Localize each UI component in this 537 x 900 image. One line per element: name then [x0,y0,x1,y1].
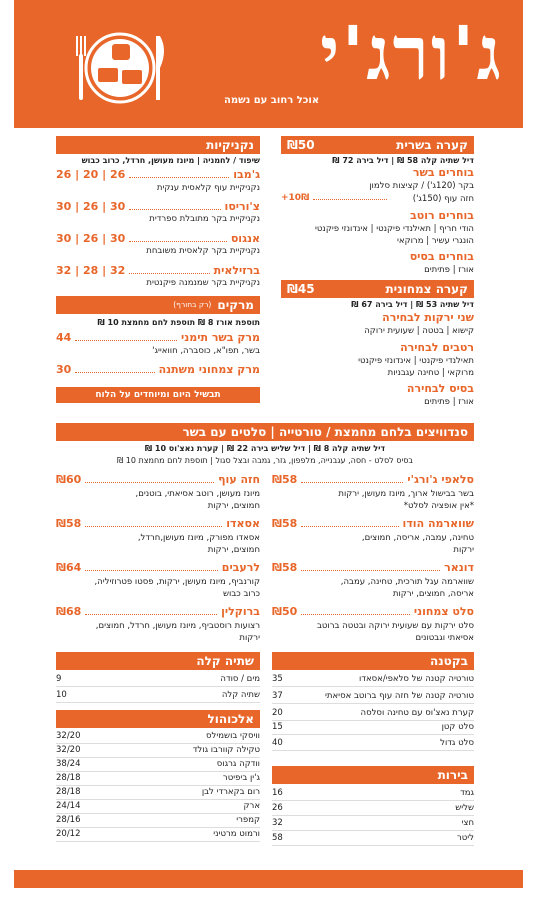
list-item: ליטר 58 [272,833,474,846]
list-item: טקילה קוורבו גולד 32/20 [56,745,260,758]
food-emblem-icon [70,28,170,108]
list-item: שליש 26 [272,803,474,816]
chicken-extra-row [281,192,391,203]
footer-bar [14,870,523,888]
list-item: מים / סודה 9 [56,674,260,687]
choose-sauce-label: בוחרים רוטב [410,209,474,222]
logo-title: ג'ורג'י [320,11,503,97]
section-title: בירות [437,768,468,782]
list-item: רום בקארדי לבן 28/18 [56,787,260,800]
list-item: ארק 24/14 [56,801,260,814]
list-item: ברזילאית 32 | 28 | 32 [56,264,260,277]
choose-base-label: בוחרים בסיס [409,250,474,263]
winter-note: (רק בחורף) [173,300,212,309]
item-desc-2: חמוצים, ירקות [207,501,260,511]
item-desc: טחינה, עמבה, אריסה, חמוצים, [361,533,474,543]
list-item: קמפרי 28/16 [56,815,260,828]
section-baktana-header [272,652,474,670]
item-desc: שווארמה עגל תורכית, טחינה, עמבה, [340,577,474,587]
list-item: סלט גדול 40 [272,738,474,751]
list-item: חזה עוף ₪60 [56,473,260,486]
list-item: דונאר ₪58 [272,561,474,574]
list-item: סלט קטן 15 [272,722,474,735]
section-price: ₪45 [287,282,315,296]
section-soft-drinks-header [56,652,260,670]
list-item: שווארמה הודו ₪58 [272,517,474,530]
item-desc: נקניקיית בקר קלאסית משובחת [146,246,260,256]
section-sandwiches-header [56,423,474,441]
list-item: מרק צמחוני משתנה 30 [56,363,260,376]
choose-base-label: בסיס לבחירה [406,382,474,395]
list-item: גמד 16 [272,788,474,801]
section-title: קערה צמחונית [385,282,468,296]
choose-sauce-label: רטבים לבחירה [400,341,474,354]
list-item: וודקה גרגוס 38/24 [56,759,260,772]
list-item: ג'ין ביפיטר 28/18 [56,773,260,786]
section-title: סנדוויצים בלחם מחמצת / טורטייה | סלטים עם בשר [182,425,468,439]
section-title: אלכוהול [207,712,254,726]
list-item: קערת נאצ'וס עם טחינה וסלסה 20 [272,708,474,721]
section-keara-basarit-header [281,136,474,154]
item-desc-2: אסיאתי וגבטונים [415,633,474,643]
list-item: טורטיה קטנה של חזה עוף ברוטב אסיאתי 37 [272,691,474,704]
list-item: צ'וריסו 30 | 26 | 30 [56,200,260,213]
sausage-sides: שיפוד / לחמניה | מיונז מעושן, חרדל, כרוב כבוש [81,156,260,165]
list-item: סלאפי ג'ורג'י ₪58 [272,473,474,486]
section-price: ₪50 [287,138,315,152]
section-title: בקטנה [430,654,468,668]
choose-veg-label: שני ירקות לבחירה [382,311,474,324]
list-item: סלט צמחוני ₪50 [272,605,474,618]
header-banner [14,0,523,128]
item-desc: נקניקיית בקר מתובלת ספרדית [149,214,260,224]
item-desc-2: אריסה, חמוצים, ירקות [392,589,474,599]
section-title: נקניקיות [206,138,254,152]
list-item: מרק בשר תימני 44 [56,331,260,344]
section-title: שתיה קלה [196,654,254,668]
item-desc-2: כרוב כבוש [223,589,260,599]
sauce-options-1: הודי חריף | תאילנדי פיקנטי | אינדונזי פיקנטי [315,224,474,234]
list-item: טורטיה קטנה של סלאפי/אסאדו 35 [272,674,474,687]
list-item: ברוקלין ₪68 [56,605,260,618]
salad-base: בסיס לסלט - חסה, עגבנייה, מלפפון, גזר, גמבה ובצל סגול | תוספת לחם מחמצת 10 ₪ [116,456,414,465]
section-title: מרקים [217,298,254,312]
list-item: וויסקי בושמילס 32/20 [56,731,260,744]
deal-text: דיל שתיה קלה 58 ₪ | דיל בירה 72 ₪ [332,156,474,165]
logo-subtitle: אוכל רחוב עם נשמה [224,95,320,106]
chicken-option: חזה עוף (150ג') [412,194,474,204]
sauce-options-1: תאילנדי פיקנטי | אינדונזי פיקנטי [358,356,474,366]
list-item: חצי 32 [272,818,474,831]
base-options: אורז | פתיתים [424,265,474,275]
item-desc-2: ירקות [239,633,260,643]
base-options: אורז | פתיתים [424,397,474,407]
choose-meat-label: בוחרים בשר [412,166,474,179]
section-naknikiyot-header [56,136,260,154]
section-title: קערה בשרית [396,138,468,152]
item-desc: מיונז מעושן, רוטב אסיאתי, בוטנים, [135,489,260,499]
section-merakim-header [56,296,260,314]
extra-price: +10₪ [281,193,310,203]
section-birot-header [272,766,474,784]
item-desc: נקניקיית בקר שמנמנה פיקנטית [146,278,260,288]
item-desc-2: חמוצים, ירקות [207,545,260,555]
deal-text: דיל שתיה 53 ₪ | דיל בירה 67 ₪ [351,300,474,309]
section-alcohol-header [56,710,260,728]
item-desc-2: ירקות [453,545,474,555]
list-item: שתיה קלה 10 [56,690,260,703]
meat-options: בקר (120ג') / קציצות סלמון [369,181,474,191]
sauce-options-2: מרוקאי | טחינה עגבניות [387,368,474,378]
list-item: לרעבים ₪64 [56,561,260,574]
sauce-options-2: הונגרי עשיר | מרוקאי [397,236,474,246]
item-desc: בשר בבישול ארוך, מיונז מעושן, ירקות [338,489,474,499]
item-desc: אסאדו מפורק, מיונז מעושן,חרדל, [137,533,260,543]
item-desc: רצועות רוסטביף, מיונז מעושן, חרדל, חמוצים, [95,621,260,631]
item-desc: נקניקיית עוף קלאסית ענקית [156,183,260,193]
list-item: ורמוט מרטיני 20/12 [56,829,260,842]
list-item: אסאדו ₪58 [56,517,260,530]
item-desc: בשר, תפו"א, כוסברה, חוואייג' [152,346,260,356]
section-keara-tzimchonit-header [281,280,474,298]
item-desc-2: *אין אופציה לסלט* [403,501,474,511]
veg-options: קישוא | בטטה | שעועית ירוקה [364,326,474,336]
item-desc: קורנביף, מיונז מעושן, ירקות, פסטו פטרוזיליה, [94,577,260,587]
soup-extras: תוספת אורז 8 ₪ תוספת לחם מחמצת 10 ₪ [97,318,260,327]
daily-special-banner: תבשיל היום ומיוחדים על הלוח [56,387,260,403]
item-desc: סלט ירקות עם שעועית ירוקה ובטטה ברוטב [317,621,474,631]
list-item: ג'מבו 26 | 20 | 26 [56,168,260,181]
sandwich-deal: דיל שתיה קלה 8 ₪ | דיל שליש בירה 22 ₪ | קערת נאצ'וס 10 ₪ [144,444,386,453]
list-item: אנגוס 30 | 26 | 30 [56,232,260,245]
